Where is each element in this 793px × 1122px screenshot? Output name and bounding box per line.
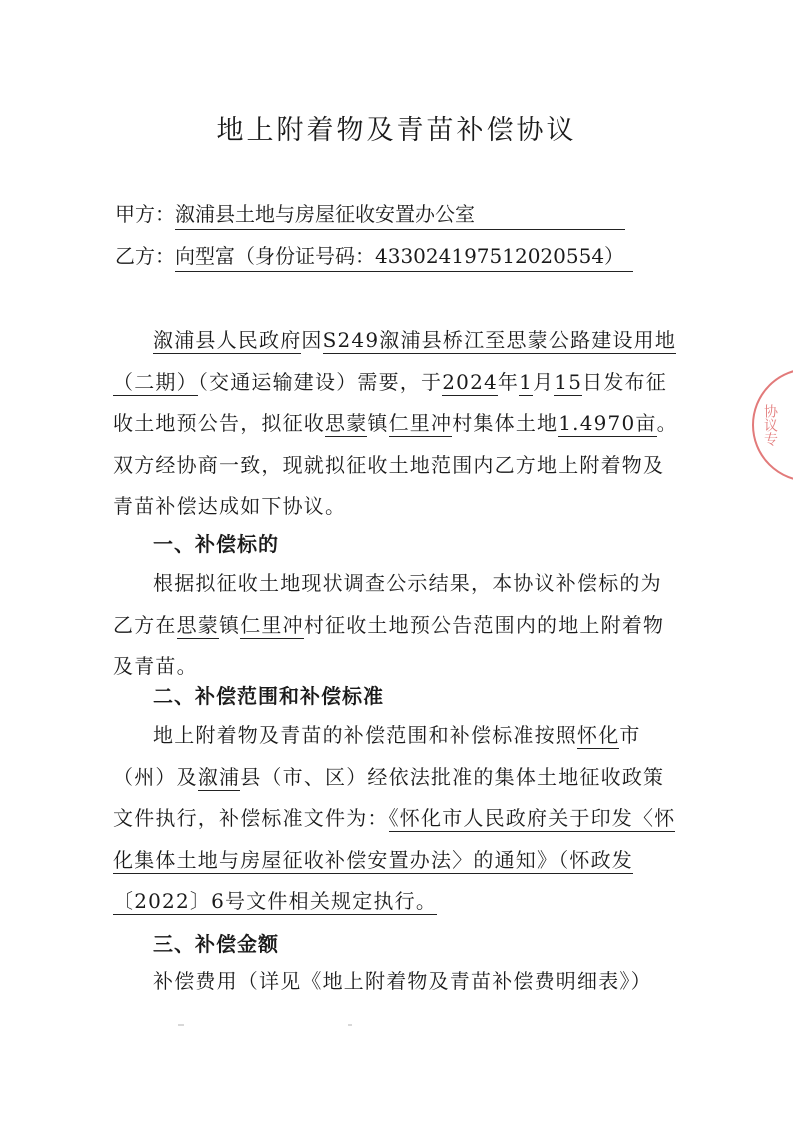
party-a-value: 溆浦县土地与房屋征收安置办公室	[175, 200, 625, 230]
party-b-line	[115, 242, 633, 272]
intro-paragraph	[113, 320, 678, 528]
party-b-label: 乙方：	[115, 244, 175, 268]
intro-town-unit: 镇	[367, 411, 389, 435]
intro-text-4: 村集体土地	[452, 411, 559, 435]
section-1-village: 仁里冲	[240, 612, 304, 637]
section-2-heading: 二、补偿范围和补偿标准	[153, 684, 384, 708]
section-1-town: 思蒙	[176, 612, 220, 637]
section-1-town-unit: 镇	[219, 612, 241, 637]
section-1-paragraph	[113, 563, 678, 688]
section-2-text-1: 地上附着物及青苗的补偿范围和补偿标准按照	[153, 723, 577, 747]
intro-text-5: 。双方经协商一致，现就拟征收土地范围内乙方地上附着物及青苗补偿达成如下协议。	[113, 411, 678, 518]
section-2-city: 怀化	[577, 723, 620, 747]
intro-month: 1	[519, 369, 534, 394]
official-seal-stamp	[752, 368, 793, 482]
section-3-text-1: 补偿费用（详见《地上附着物及青苗补偿费明细表》）	[153, 969, 652, 993]
intro-month-unit: 月	[533, 369, 555, 394]
section-2-text-3: 县（市、区）经依法批准的集体土地征收政策文件执行，补偿标准文件为：	[113, 764, 665, 830]
party-b-value: 向型富（身份证号码：433024197512020554）	[175, 242, 633, 272]
scan-speck	[348, 1024, 352, 1026]
section-1-text-1: 根据拟征收土地现状调查公示结果，本协议补偿标的为乙方在	[113, 571, 662, 637]
intro-project: S249溆浦县桥江至思蒙公路建设用地（二期）	[113, 328, 677, 394]
section-2-document: 《怀化市人民政府关于印发〈怀化集体土地与房屋征收补偿安置办法〉的通知》（怀政发〔2022〕6号文件相关规定执行。	[113, 806, 676, 913]
section-2-paragraph	[113, 715, 678, 923]
intro-year-unit: 年	[497, 369, 520, 394]
party-a-label: 甲方：	[115, 202, 175, 226]
section-3-heading: 三、补偿金额	[153, 932, 279, 956]
section-2-text-2: 市（州）及	[113, 723, 641, 789]
seal-text: 协议专	[762, 404, 778, 446]
intro-county-gov: 溆浦县人民政府	[153, 328, 302, 352]
section-1-heading: 一、补偿标的	[153, 532, 279, 556]
intro-text-3: 日发布征收土地预公告，拟征收	[113, 369, 667, 435]
intro-area: 1.4970亩	[558, 411, 657, 435]
intro-text-1: 因	[301, 328, 323, 352]
section-3-paragraph	[113, 961, 678, 1003]
scan-speck	[178, 1024, 184, 1026]
party-a-line	[115, 200, 625, 230]
section-2-county: 溆浦	[197, 764, 241, 789]
intro-text-2: （交通运输建设）需要，于	[197, 369, 443, 394]
document-title: 地上附着物及青苗补偿协议	[216, 115, 577, 146]
intro-day: 15	[554, 369, 583, 394]
intro-year: 2024	[442, 369, 498, 394]
section-1-text-2: 村征收土地预公告范围内的地上附着物及青苗。	[113, 612, 665, 678]
intro-village: 仁里冲	[388, 411, 453, 435]
intro-town: 思蒙	[325, 411, 368, 435]
